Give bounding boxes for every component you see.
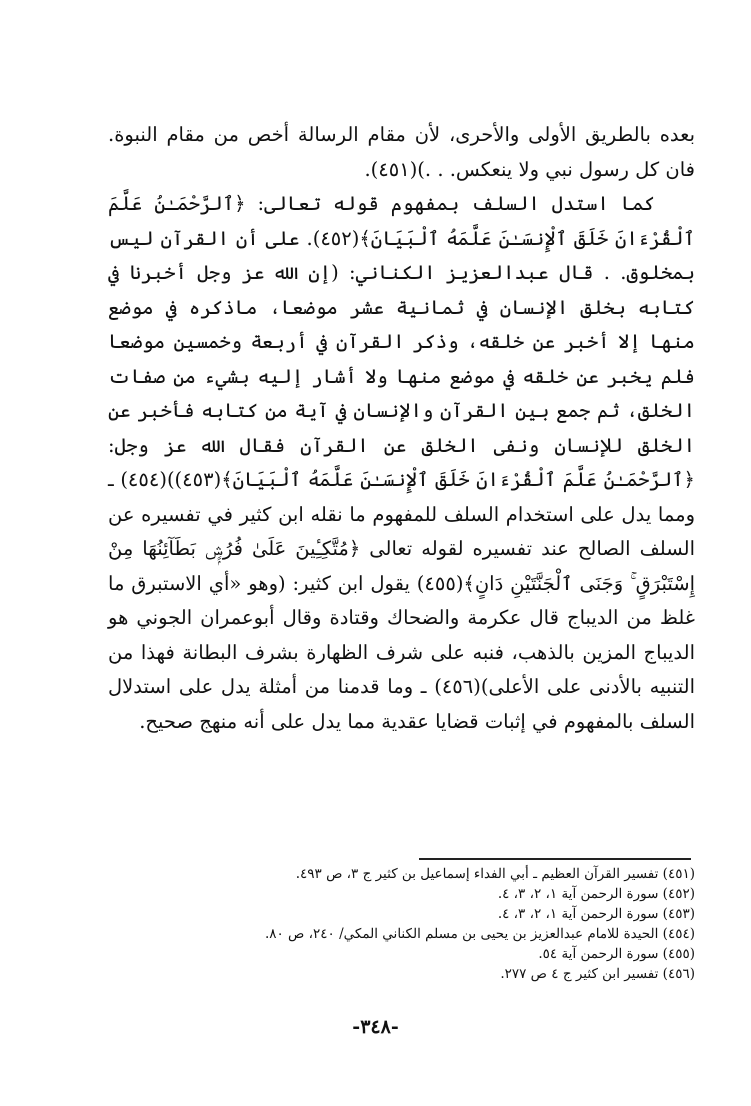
footnote-451: (٤٥١) تفسير القرآن العظيم ـ أبي الفداء إسماعيل بن كثير ج ٣، ص ٤٩٣. (295, 866, 695, 882)
footnotes (100, 864, 695, 984)
page-number: -٣٤٨- (352, 1016, 399, 1038)
footnote-452: (٤٥٢) سورة الرحمن آية ١، ٢، ٣، ٤. (497, 886, 695, 902)
footnote-453: (٤٥٣) سورة الرحمن آية ١، ٢، ٣، ٤. (497, 906, 695, 922)
footnote-456: (٤٥٦) تفسير ابن كثير ج ٤ ص ٢٧٧. (500, 966, 695, 982)
main-text (108, 118, 695, 739)
paragraph-main: كما استدل السلف بمفهوم قوله تعالى: ﴿ٱلرَّحْمَـٰنُ عَلَّمَ ٱلْقُرْءَانَ خَلَقَ ٱلْإِنسَـٰنَ عَلَّمَهُ ٱلْبَيَانَ﴾(٤٥٢). على أن القرآن ليس بمخلوق. . قال عبدالعزيز الكناني: (إن الله عز وجل أخبرنا في كتابه بخلق الإنسان في ثمانية عشر موضعا، ماذكره في موضع منها إلا أخبر عن خلقه، وذكر القرآن في أربعة وخمسين موضعا فلم يخبر عن خلقه في موضع منها ولا أشار إليه بشيء من صفات الخلق، ثم جمع بين القرآن والإنسان في آية من كتابه فأخبر عن الخلق للإنسان ونفى الخلق عن القرآن فقال الله عز وجل: ﴿ٱلرَّحْمَـٰنُ عَلَّمَ ٱلْقُرْءَانَ خَلَقَ ٱلْإِنسَـٰنَ عَلَّمَهُ ٱلْبَيَانَ﴾(٤٥٣))(٤٥٤) ـ ومما يدل على استخدام السلف للمفهوم ما نقله ابن كثير في تفسيره عن السلف الصالح عند تفسيره لقوله تعالى ﴿مُتَّكِـِٔينَ عَلَىٰ فُرُشٍۭ بَطَآئِنُهَا مِنْ إِسْتَبْرَقٍ ۚ وَجَنَى ٱلْجَنَّتَيْنِ دَانٍ﴾(٤٥٥) يقول ابن كثير: (وهو «أي الاستبرق ما غلظ من الديباج قال عكرمة والضحاك وقتادة وقال أبوعمران الجوني هو الديباج المزين بالذهب، فنبه على شرف الظهارة بشرف البطانة فهذا من التنبيه بالأدنى على الأعلى)(٤٥٦) ـ وما قدمنا من أمثلة يدل على استدلال السلف بالمفهوم في إثبات قضايا عقدية مما يدل على أنه منهج صحيح. (108, 192, 695, 733)
footnote-455: (٤٥٥) سورة الرحمن آية ٥٤. (538, 946, 695, 962)
footnote-454: (٤٥٤) الحيدة للامام عبدالعزيز بن يحيى بن مسلم الكناني المكي/ ٢٤٠، ص ٨٠. (264, 926, 695, 942)
paragraph-continuation: بعده بالطريق الأولى والأحرى، لأن مقام الرسالة أخص من مقام النبوة. فان كل رسول نبي ولا ينعكس. . .)(٤٥١). (108, 123, 695, 181)
footnote-separator (419, 858, 691, 860)
